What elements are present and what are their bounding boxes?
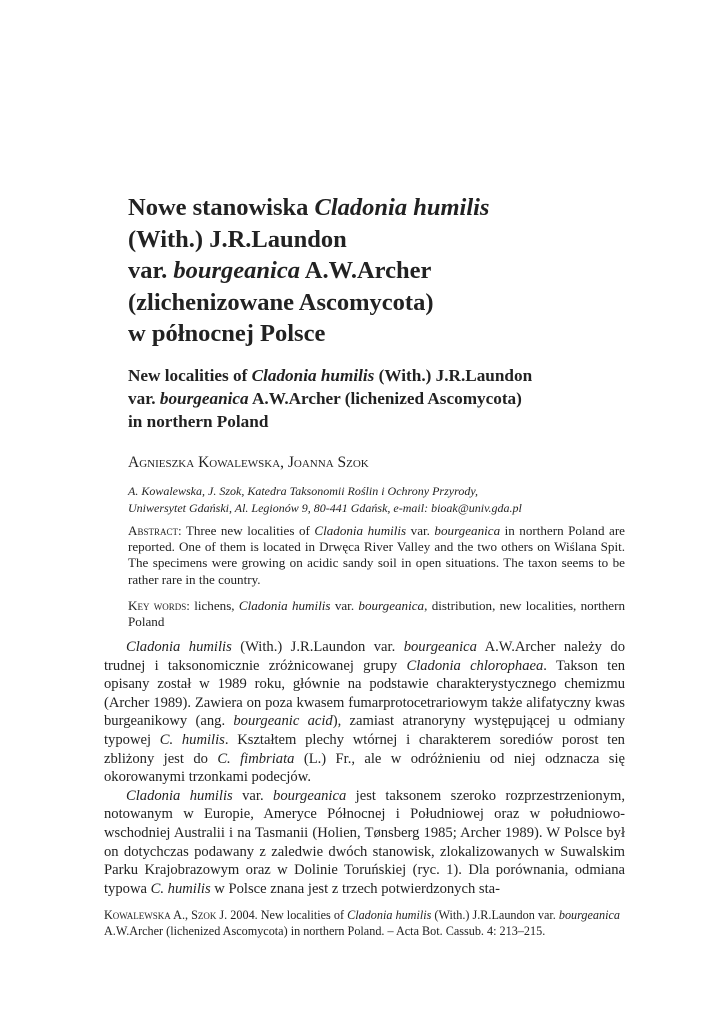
polish-title-line-4: (zlichenizowane Ascomycota) [128, 288, 434, 316]
english-title-line-1: New localities of Cladonia humilis (With.) J.R.Laundon [128, 366, 533, 385]
paragraph-1: Cladonia humilis (With.) J.R.Laundon var. bourgeanica A.W.Archer należy do trudnej i taksonomicznie zróżnicowanej grupy Cladonia chlorophaea. Takson ten opisany został w 1989 roku, głównie na podstawie charakterystycznego chemizmu (Archer 1989). Zawiera on poza kwasem fumarprotocetrariowym także alifatyczny kwas burgeanikowy (ang. bourgeanic acid), zamiast atranoryny występującej u odmiany typowej C. humilis. Kształtem plechy wtórnej i charakterem sorediów porost ten zbliżony jest do C. fimbriata (L.) Fr., ale w odróżnieniu od niej odznacza się okorowanymi trzonkami podecjów. [104, 639, 626, 786]
author-szok: Joanna Szok [287, 454, 369, 471]
affiliation: A. Kowalewska, J. Szok, Katedra Taksonomii Roślin i Ochrony Przyrody, Uniwersytet Gdański, Al. Legionów 9, 80-441 Gdańsk, e-mail: bioak@univ.gda.pl [128, 484, 522, 515]
author-list: Agnieszka Kowalewska, Joanna Szok [128, 454, 369, 471]
abstract-label: Abstract: [128, 523, 182, 538]
citation-footer: Kowalewska A., Szok J. 2004. New localities of Cladonia humilis (With.) J.R.Laundon var. bourgeanica A.W.Archer (lichenized Ascomycota) in northern Poland. – Acta Bot. Cassub. 4: 213–215. [104, 908, 620, 938]
keywords-label: Key words: [128, 598, 190, 613]
body-text [104, 638, 625, 898]
english-title [128, 364, 628, 433]
polish-title-line-3: var. bourgeanica A.W.Archer [128, 257, 432, 284]
author-kowalewska: Agnieszka Kowalewska [128, 454, 281, 471]
polish-title-line-1: Nowe stanowiska Cladonia humilis [128, 194, 490, 221]
abstract: Abstract: Three new localities of Cladonia humilis var. bourgeanica in northern Poland are reported. One of them is located in Drwęca River Valley and the two others on Wiślana Spit. The specimens were growing on acidic sandy soil in open situations. The taxon seems to be rather rare in the country. [128, 523, 625, 587]
english-title-line-3: in northern Poland [128, 412, 269, 431]
keywords: Key words: lichens, Cladonia humilis var. bourgeanica, distribution, new localities, northern Poland [128, 598, 625, 630]
polish-title [128, 192, 608, 350]
english-title-line-2: var. bourgeanica A.W.Archer (lichenized Ascomycota) [128, 389, 522, 408]
paragraph-2: Cladonia humilis var. bourgeanica jest taksonem szeroko rozprzestrzenionym, notowanym w Europie, Ameryce Północnej i Południowej oraz w południowo-wschodniej Australii i na Tasmanii (Holien, Tønsberg 1985; Archer 1989). W Polsce był on dotychczas podawany z zaledwie dwóch stanowisk, zlokalizowanych w Suwalskim Parku Krajobrazowym oraz w Dolinie Toruńskiej (ryc. 1). Dla porównania, odmiana typowa C. humilis w Polsce znana jest z trzech potwierdzonych sta- [104, 787, 625, 897]
polish-title-line-2: (With.) J.R.Laundon [128, 225, 347, 253]
polish-title-line-5: w północnej Polsce [128, 320, 326, 347]
